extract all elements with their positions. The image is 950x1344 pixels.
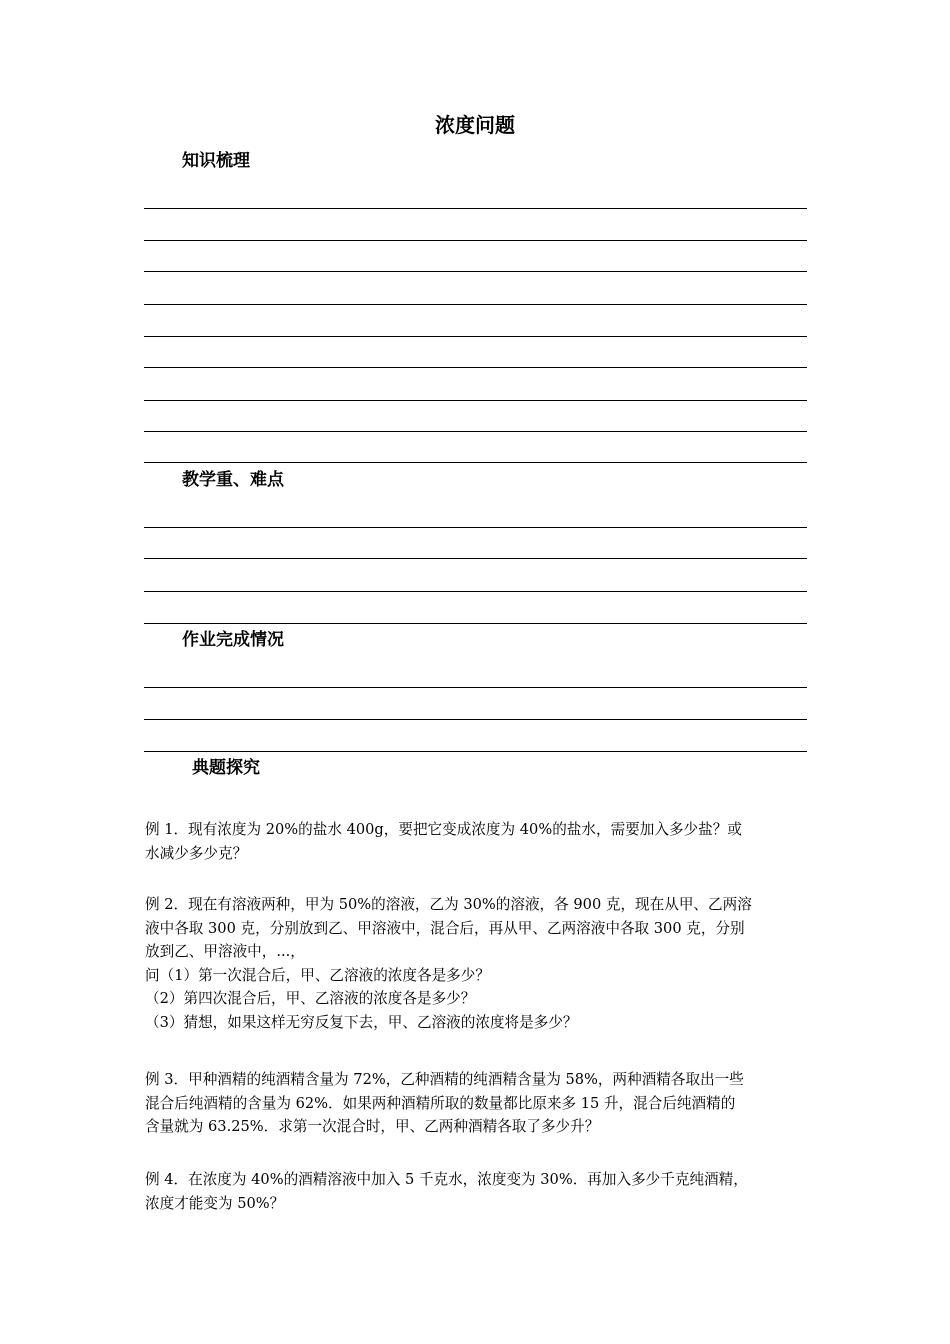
- example-1: [145, 818, 810, 865]
- writing-line: [144, 431, 807, 432]
- writing-line: [144, 623, 807, 624]
- section-heading-homework: 作业完成情况: [182, 630, 284, 650]
- example-line: 放到乙、甲溶液中，...，: [145, 943, 305, 960]
- example-line: 例 3．甲种酒精的纯酒精含量为 72%，乙种酒精的纯酒精含量为 58%，两种酒精各取出一些: [145, 1071, 744, 1088]
- writing-line: [144, 367, 807, 368]
- writing-line: [144, 336, 807, 337]
- writing-line: [144, 208, 807, 209]
- writing-line: [144, 400, 807, 401]
- writing-line: [144, 240, 807, 241]
- writing-line: [144, 687, 807, 688]
- writing-line: [144, 462, 807, 463]
- example-line: 浓度才能变为 50%？: [145, 1194, 285, 1212]
- page-title: 浓度问题: [435, 113, 515, 137]
- example-line: 例 1．现有浓度为 20%的盐水 400g，要把它变成浓度为 40%的盐水，需要加入多少盐？或: [145, 821, 742, 838]
- example-2: [145, 893, 810, 1034]
- writing-line: [144, 527, 807, 528]
- writing-line: [144, 558, 807, 559]
- writing-line: [144, 304, 807, 305]
- example-3: [145, 1068, 810, 1139]
- section-heading-key-points: 教学重、难点: [182, 470, 284, 490]
- example-line: 例 4．在浓度为 40%的酒精溶液中加入 5 千克水，浓度变为 30%．再加入多少千克纯酒精，: [145, 1171, 748, 1188]
- example-line: 例 2．现在有溶液两种，甲为 50%的溶液，乙为 30%的溶液，各 900 克，现在从甲、乙两溶: [145, 896, 752, 913]
- example-line: 水减少多少克？: [145, 844, 248, 862]
- writing-line: [144, 591, 807, 592]
- writing-line: [144, 719, 807, 720]
- example-line: 含量就为 63.25%．求第一次混合时，甲、乙两种酒精各取了多少升？: [145, 1118, 600, 1135]
- example-line: （2）第四次混合后，甲、乙溶液的浓度各是多少？: [145, 990, 476, 1007]
- example-line: 问（1）第一次混合后，甲、乙溶液的浓度各是多少？: [145, 966, 490, 984]
- writing-line: [144, 271, 807, 272]
- example-line: （3）猜想，如果这样无穷反复下去，甲、乙溶液的浓度将是多少？: [145, 1013, 578, 1031]
- section-heading-examples: 典题探究: [192, 758, 260, 778]
- example-4: [145, 1168, 810, 1215]
- section-heading-knowledge: 知识梳理: [182, 151, 250, 171]
- example-line: 混合后纯酒精的含量为 62%．如果两种酒精所取的数量都比原来多 15 升，混合后纯酒精的: [145, 1094, 736, 1112]
- example-line: 液中各取 300 克，分别放到乙、甲溶液中，混合后，再从甲、乙两溶液中各取 300 克，分别: [145, 919, 745, 937]
- writing-line: [144, 751, 807, 752]
